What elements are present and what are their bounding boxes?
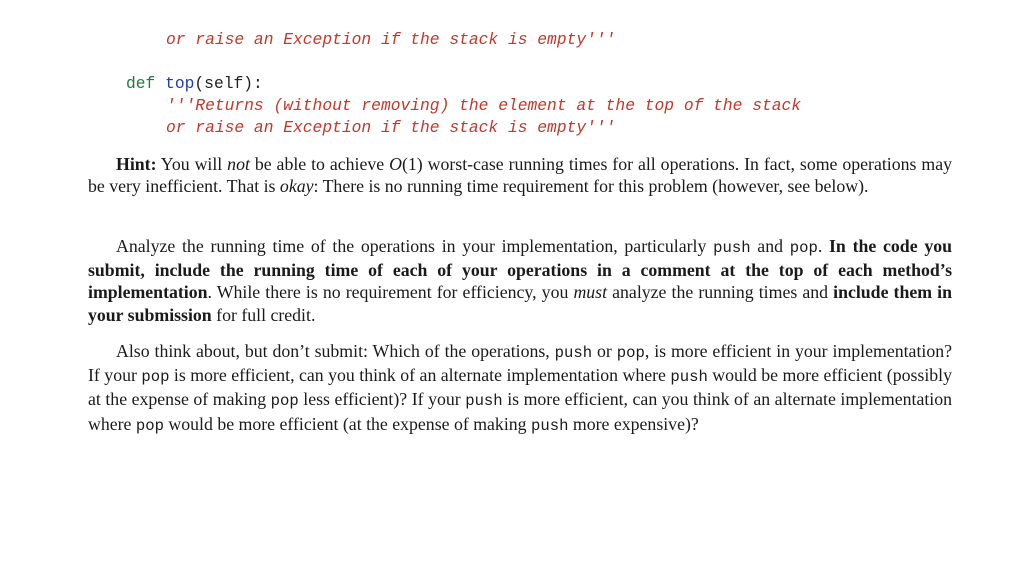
emphasis: must xyxy=(573,282,608,303)
text: worst-case running times for all operations. In fact, some operations may be very inefficient. That is xyxy=(88,154,952,197)
code-inline: pop xyxy=(789,239,818,257)
text: be able to achieve xyxy=(249,154,390,174)
text: analyze the running times and xyxy=(607,282,834,303)
code-docstring-line: '''Returns (without removing) the element at the top of the stack xyxy=(166,96,802,115)
text: less efficient)? If your xyxy=(298,389,466,410)
code-inline: pop xyxy=(141,368,170,387)
code-inline: pop xyxy=(135,416,164,435)
text: You will xyxy=(156,154,228,174)
code-inline: push xyxy=(713,239,751,257)
text: more expensive)? xyxy=(568,413,699,434)
also-paragraph xyxy=(88,340,952,437)
analyze-paragraph xyxy=(88,235,952,326)
code-def-line xyxy=(126,73,263,95)
code-inline: push xyxy=(670,368,708,387)
emphasis: not xyxy=(227,154,250,174)
code-inline: push xyxy=(465,392,503,411)
code-inline: push xyxy=(554,344,593,362)
bold-instruction: include them in your submission xyxy=(88,282,952,325)
text: is more efficient, can you think of an alternate implementation where xyxy=(88,389,953,434)
code-docstring-line: or raise an Exception if the stack is empty''' xyxy=(166,30,616,49)
code-params: (self): xyxy=(194,74,263,93)
text: , is more efficient in your implementation? If your xyxy=(88,341,953,386)
code-inline: pop xyxy=(616,344,645,362)
math: (1) xyxy=(401,154,423,174)
text: would be more efficient (at the expense of making xyxy=(163,413,531,434)
text: . xyxy=(817,236,830,256)
math: O xyxy=(389,154,402,174)
text: for full credit. xyxy=(211,304,316,325)
text: is more efficient, can you think of an alternate implementation where xyxy=(169,365,671,386)
code-function-name: top xyxy=(165,74,195,93)
text: : There is no running time requirement for this problem (however, see below). xyxy=(313,176,869,197)
hint-label: Hint: xyxy=(116,154,157,174)
emphasis: okay xyxy=(279,176,314,197)
code-inline: push xyxy=(531,416,569,435)
text: Also think about, but don’t submit: Which of the operations, xyxy=(116,341,555,361)
text: . While there is no requirement for efficiency, you xyxy=(207,282,574,303)
bold-instruction: In the code you submit, include the running time of each of your operations in a comment at the top of each method’s implementation xyxy=(88,236,952,303)
text: or xyxy=(592,341,617,361)
code-docstring-line: or raise an Exception if the stack is empty''' xyxy=(166,118,616,137)
code-inline: pop xyxy=(270,392,299,411)
text: Analyze the running time of the operations in your implementation, particularly xyxy=(116,236,714,256)
code-keyword: def xyxy=(126,74,156,93)
text: would be more efficient (possibly at the expense of making xyxy=(88,365,953,410)
hint-paragraph xyxy=(88,153,952,197)
text: and xyxy=(750,236,790,256)
